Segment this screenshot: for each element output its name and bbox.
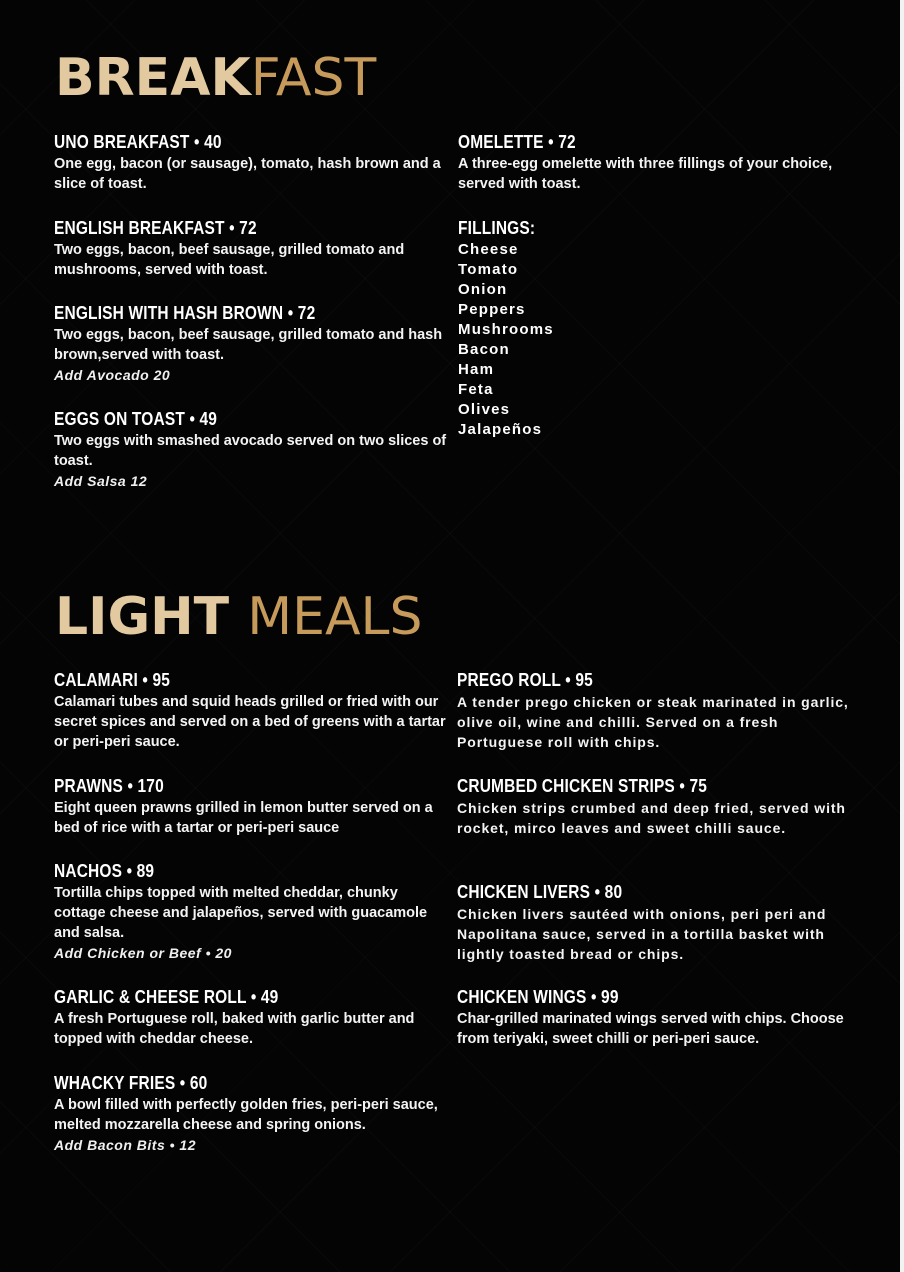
item-description: Two eggs, bacon, beef sausage, grilled tomato and hash brown,served with toast. [54,327,443,363]
breakfast-heading-part1: BREAK [55,48,251,108]
list-item: Tomato [458,261,519,278]
menu-item [457,670,852,752]
item-description: Calamari tubes and squid heads grilled or fried with our secret spices and served on a bed of greens with a tartar or peri-peri sauce. [54,694,446,750]
fillings-list [458,240,554,440]
item-description: One egg, bacon (or sausage), tomato, hash brown and a slice of toast. [54,156,441,192]
item-title: CHICKEN LIVERS • 80 [457,882,623,902]
light-meals-heading-part2: MEALS [247,587,423,647]
menu-item [54,987,449,1049]
breakfast-heading [55,48,376,108]
item-description: Two eggs with smashed avocado served on two slices of toast. [54,433,447,469]
menu-item-omelette [458,132,858,194]
item-title: EGGS ON TOAST • 49 [54,409,218,429]
list-item: Feta [458,381,494,398]
menu-item [457,882,852,964]
breakfast-heading-part2: FAST [250,48,377,108]
item-description: Eight queen prawns grilled in lemon butter served on a bed of rice with a tartar or peri-peri sauce [54,800,433,836]
list-item: Jalapeños [458,421,543,438]
item-addon: Add Avocado 20 [54,367,171,383]
item-addon: Add Salsa 12 [54,473,148,489]
menu-item [54,776,449,838]
item-description: Chicken strips crumbed and deep fried, served with rocket, mirco leaves and sweet chilli sauce. [457,800,846,836]
item-title: GARLIC & CHEESE ROLL • 49 [54,987,279,1007]
menu-item [54,670,449,752]
menu-item [54,409,449,491]
item-description: Two eggs, bacon, beef sausage, grilled tomato and mushrooms, served with toast. [54,242,405,278]
item-description: A bowl filled with perfectly golden fries, peri-peri sauce, melted mozzarella cheese and spring onions. [54,1097,438,1133]
item-description: A tender prego chicken or steak marinated in garlic, olive oil, wine and chilli. Served on a fresh Portuguese roll with chips. [457,694,849,750]
fillings-title: FILLINGS: [458,218,536,238]
list-item: Mushrooms [458,321,554,338]
item-description: Chicken livers sautéed with onions, peri peri and Napolitana sauce, served in a tortilla basket with lightly toasted bread or chips. [457,906,827,962]
fillings-section [458,218,554,440]
light-meals-heading [55,587,423,647]
item-title: PRAWNS • 170 [54,776,164,796]
list-item: Onion [458,281,508,298]
menu-item [54,303,449,385]
light-meals-heading-part1: LIGHT [55,587,230,647]
item-title: PREGO ROLL • 95 [457,670,593,690]
item-description: Char-grilled marinated wings served with chips. Choose from teriyaki, sweet chilli or peri-peri sauce. [457,1011,844,1047]
item-description: A three-egg omelette with three fillings of your choice, served with toast. [458,156,833,192]
item-addon: Add Bacon Bits • 12 [54,1137,196,1153]
item-title: CRUMBED CHICKEN STRIPS • 75 [457,776,708,796]
list-item: Ham [458,361,495,378]
item-addon: Add Chicken or Beef • 20 [54,945,232,961]
menu-item [54,1073,454,1155]
menu-item [457,987,852,1049]
page-edge [900,0,904,1272]
item-title: CALAMARI • 95 [54,670,171,690]
menu-item [457,776,852,838]
item-title: ENGLISH BREAKFAST • 72 [54,218,257,238]
list-item: Cheese [458,241,519,258]
list-item: Olives [458,401,511,418]
item-title: CHICKEN WINGS • 99 [457,987,619,1007]
menu-item [54,218,449,280]
item-title: WHACKY FRIES • 60 [54,1073,208,1093]
item-title: UNO BREAKFAST • 40 [54,132,222,152]
menu-item [54,132,449,194]
item-title: NACHOS • 89 [54,861,155,881]
item-title: OMELETTE • 72 [458,132,576,152]
item-description: A fresh Portuguese roll, baked with garlic butter and topped with cheddar cheese. [54,1011,415,1047]
list-item: Peppers [458,301,526,318]
menu-item [54,861,449,963]
list-item: Bacon [458,341,510,358]
item-title: ENGLISH WITH HASH BROWN • 72 [54,303,316,323]
item-description: Tortilla chips topped with melted cheddar, chunky cottage cheese and jalapeños, served with guacamole and salsa. [54,885,428,941]
